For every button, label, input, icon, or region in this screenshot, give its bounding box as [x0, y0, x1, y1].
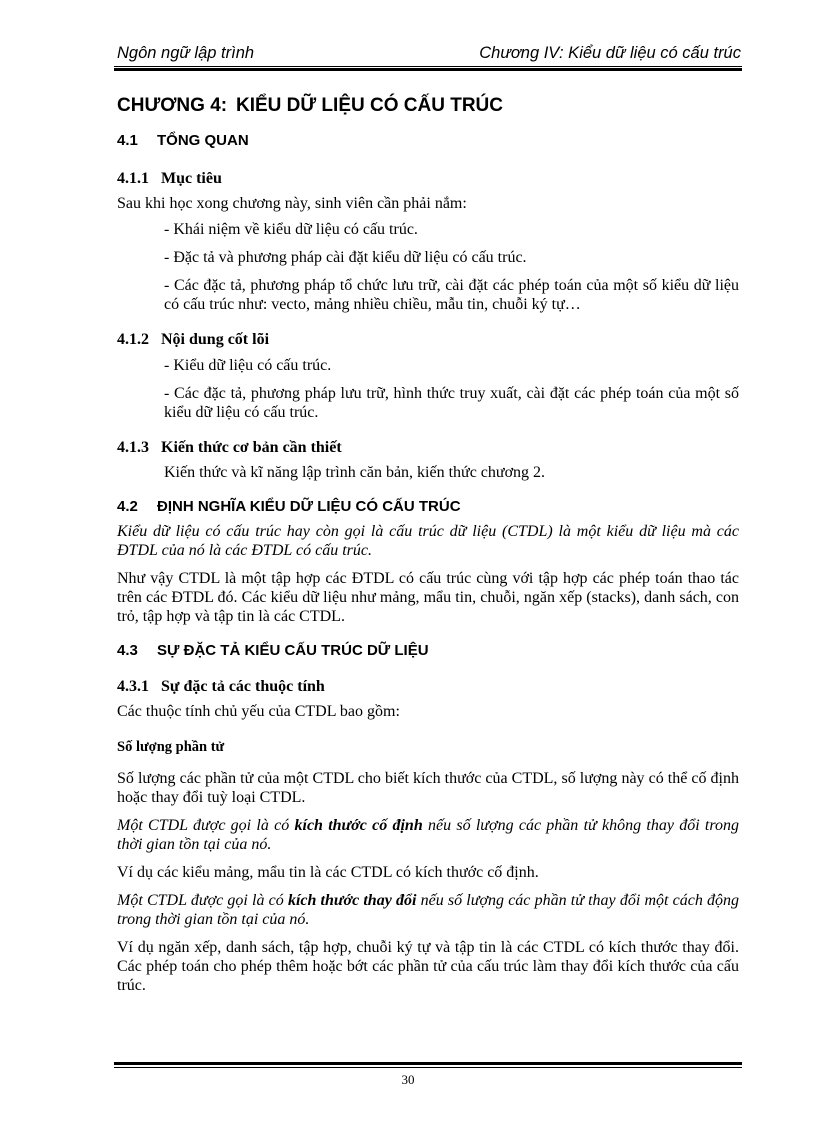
chapter-number: CHƯƠNG 4:: [117, 95, 228, 116]
section-4-3-1-intro: Các thuộc tính chủ yếu của CTDL bao gồm:: [117, 703, 400, 720]
running-header: [117, 44, 741, 63]
list-item: - Khái niệm về kiểu dữ liệu có cấu trúc.: [164, 221, 418, 238]
variable-size-example: Ví dụ ngăn xếp, danh sách, tập hợp, chuỗi ký tự và tập tin là các CTDL có kích thước thay đổi. Các phép toán cho phép thêm hoặc bớt các phần tử của cấu trúc làm thay đổi kích thước của cấu trúc.: [117, 939, 739, 994]
list-item: - Đặc tả và phương pháp cài đặt kiểu dữ liệu có cấu trúc.: [164, 249, 527, 266]
section-4-1-3-text: Kiến thức và kĩ năng lập trình căn bản, kiến thức chương 2.: [164, 464, 546, 481]
section-4-2-text: Như vậy CTDL là một tập hợp các ĐTDL có cấu trúc cùng với tập hợp các phép toán thao tác trên các ĐTDL đó. Các kiểu dữ liệu như mảng, mẩu tin, chuỗi, ngăn xếp (stacks), danh sách, con trỏ, tập hợp và tập tin là các CTDL.: [117, 570, 739, 625]
section-4-2-heading: 4.2 ĐỊNH NGHĨA KIỂU DỮ LIỆU CÓ CẤU TRÚC: [117, 498, 461, 515]
list-item: - Các đặc tả, phương pháp tổ chức lưu trữ, cài đặt các phép toán của một số kiểu dữ liệu có cấu trúc như: vecto, mảng nhiều chiều, mẫu tin, chuỗi ký tự…: [164, 277, 739, 313]
fixed-size-example: Ví dụ các kiểu mảng, mẩu tin là các CTDL có kích thước cố định.: [117, 864, 539, 881]
section-4-3-heading: 4.3 SỰ ĐẶC TẢ KIỂU CẤU TRÚC DỮ LIỆU: [117, 642, 429, 659]
chapter-title: [117, 96, 739, 115]
list-item: - Kiểu dữ liệu có cấu trúc.: [164, 357, 332, 374]
chapter-name: KIỂU DỮ LIỆU CÓ CẤU TRÚC: [236, 95, 503, 116]
section-4-1-heading: 4.1 TỔNG QUAN: [117, 132, 249, 149]
footer-rule-thick: [114, 1062, 742, 1065]
section-4-2-definition: Kiểu dữ liệu có cấu trúc hay còn gọi là cấu trúc dữ liệu (CTDL) là một kiểu dữ liệu mà các ĐTDL của nó là các ĐTDL có cấu trúc.: [117, 523, 739, 559]
section-4-1-2-heading: 4.1.2 Nội dung cốt lõi: [117, 331, 270, 348]
section-4-1-1-intro: Sau khi học xong chương này, sinh viên cần phải nắm:: [117, 195, 467, 212]
header-rule-thin: [114, 66, 742, 67]
page-content: [117, 90, 739, 995]
fixed-size-definition: Một CTDL được gọi là có kích thước cố định nếu số lượng các phần tử không thay đổi trong thời gian tồn tại của nó.: [117, 817, 740, 853]
variable-size-definition: Một CTDL được gọi là có kích thước thay đổi nếu số lượng các phần tử thay đổi một cách động trong thời gian tồn tại của nó.: [117, 892, 740, 928]
section-4-3-1-heading: 4.3.1 Sự đặc tả các thuộc tính: [117, 678, 325, 695]
section-4-1-1-heading: 4.1.1 Mục tiêu: [117, 170, 222, 187]
list-item: - Các đặc tả, phương pháp lưu trữ, hình thức truy xuất, cài đặt các phép toán của một số kiểu dữ liệu có cấu trúc.: [164, 385, 739, 421]
header-book-title: Ngôn ngữ lập trình: [117, 44, 255, 62]
header-chapter-title: Chương IV: Kiểu dữ liệu có cấu trúc: [479, 44, 741, 62]
footer-rule-thin: [114, 1067, 742, 1068]
subheading-element-count: Số lượng phần tử: [117, 739, 225, 755]
section-4-1-3-heading: 4.1.3 Kiến thức cơ bản cần thiết: [117, 439, 342, 456]
element-count-text: Số lượng các phần tử của một CTDL cho biết kích thước của CTDL, số lượng này có thể cố định hoặc thay đổi tuỳ loại CTDL.: [117, 770, 739, 806]
header-rule-thick: [114, 68, 742, 71]
page-number: 30: [401, 1072, 415, 1087]
